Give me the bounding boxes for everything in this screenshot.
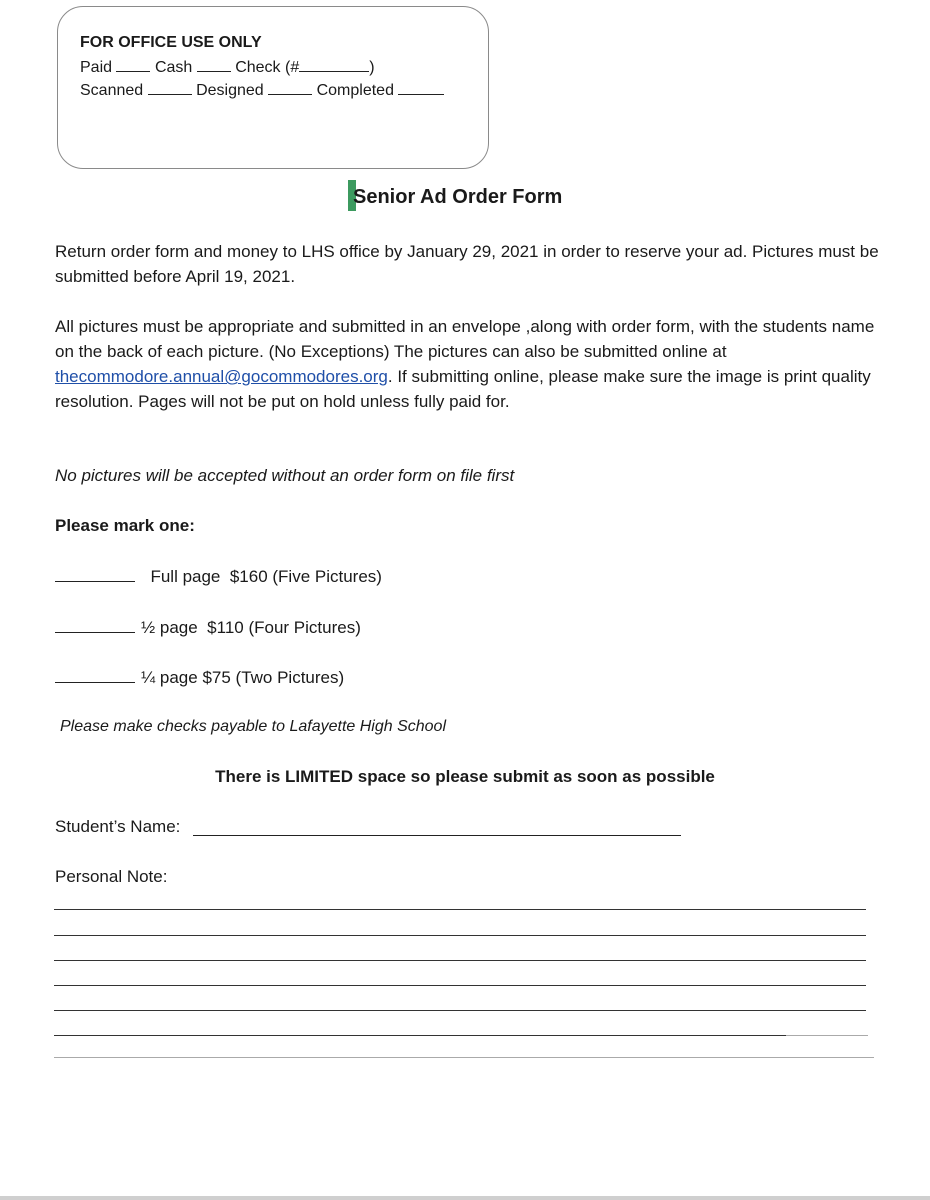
personal-note-line[interactable] xyxy=(54,1035,786,1036)
option-half-page xyxy=(55,617,361,638)
half-page-blank[interactable] xyxy=(55,617,135,633)
office-payment-row xyxy=(80,57,375,77)
option-full-page xyxy=(55,566,382,587)
mark-one-heading: Please mark one: xyxy=(55,516,195,535)
deadline-paragraph: Return order form and money to LHS office by January 29, 2021 in order to reserve your ad. Pictures must be submitted before April 19, 2021. xyxy=(55,242,879,286)
option-label: ½ page $110 (Four Pictures) xyxy=(141,618,361,637)
paid-label: Paid xyxy=(80,59,113,76)
designed-label: Designed xyxy=(196,82,264,99)
cash-label: Cash xyxy=(154,59,193,76)
checks-payable-note: Please make checks payable to Lafayette High School xyxy=(60,718,447,735)
personal-note-line[interactable] xyxy=(54,960,866,961)
option-quarter-page xyxy=(55,667,344,688)
personal-note-line[interactable] xyxy=(54,935,866,936)
check-label: Check (# xyxy=(235,59,300,76)
option-label: Full page $160 (Five Pictures) xyxy=(150,567,382,586)
page-title: Senior Ad Order Form xyxy=(353,186,563,208)
submission-text-end: . If submitting online, please make sure the image is print quality resolution. Pages will not be put on hold unless fully paid for. xyxy=(55,367,871,411)
order-form-note: No pictures will be accepted without an order form on file first xyxy=(55,466,515,485)
office-status-row xyxy=(80,80,444,100)
designed-blank[interactable] xyxy=(268,80,312,95)
personal-note-line[interactable] xyxy=(54,1057,874,1058)
personal-note-line[interactable] xyxy=(54,1010,866,1011)
personal-note-line[interactable] xyxy=(54,985,866,986)
submission-text-start: All pictures must be appropriate and submitted in an envelope ,along with order form, with the students name on the back of each picture. (No Exceptions) The pictures can also be submitted online at xyxy=(55,317,875,361)
student-name-label: Student’s Name: xyxy=(55,817,181,836)
office-use-box xyxy=(57,6,489,169)
check-number-blank[interactable] xyxy=(299,57,369,72)
student-name-field[interactable] xyxy=(193,835,681,836)
full-page-blank[interactable] xyxy=(55,566,135,582)
cash-blank[interactable] xyxy=(197,57,231,72)
scanned-label: Scanned xyxy=(80,82,144,99)
personal-note-line-extension xyxy=(786,1035,868,1036)
submission-paragraph xyxy=(55,314,885,414)
personal-note-label: Personal Note: xyxy=(55,867,168,886)
limited-space-notice: There is LIMITED space so please submit as soon as possible xyxy=(215,767,715,786)
scanned-blank[interactable] xyxy=(148,80,192,95)
personal-note-line[interactable] xyxy=(54,909,866,910)
completed-label: Completed xyxy=(316,82,394,99)
page-bottom-edge xyxy=(0,1196,930,1200)
email-link[interactable]: thecommodore.annual@gocommodores.org xyxy=(55,367,388,386)
completed-blank[interactable] xyxy=(398,80,444,95)
office-use-title: FOR OFFICE USE ONLY xyxy=(80,34,262,51)
option-label: ¼ page $75 (Two Pictures) xyxy=(141,668,345,687)
quarter-page-blank[interactable] xyxy=(55,667,135,683)
paid-blank[interactable] xyxy=(116,57,150,72)
check-close: ) xyxy=(369,59,375,76)
